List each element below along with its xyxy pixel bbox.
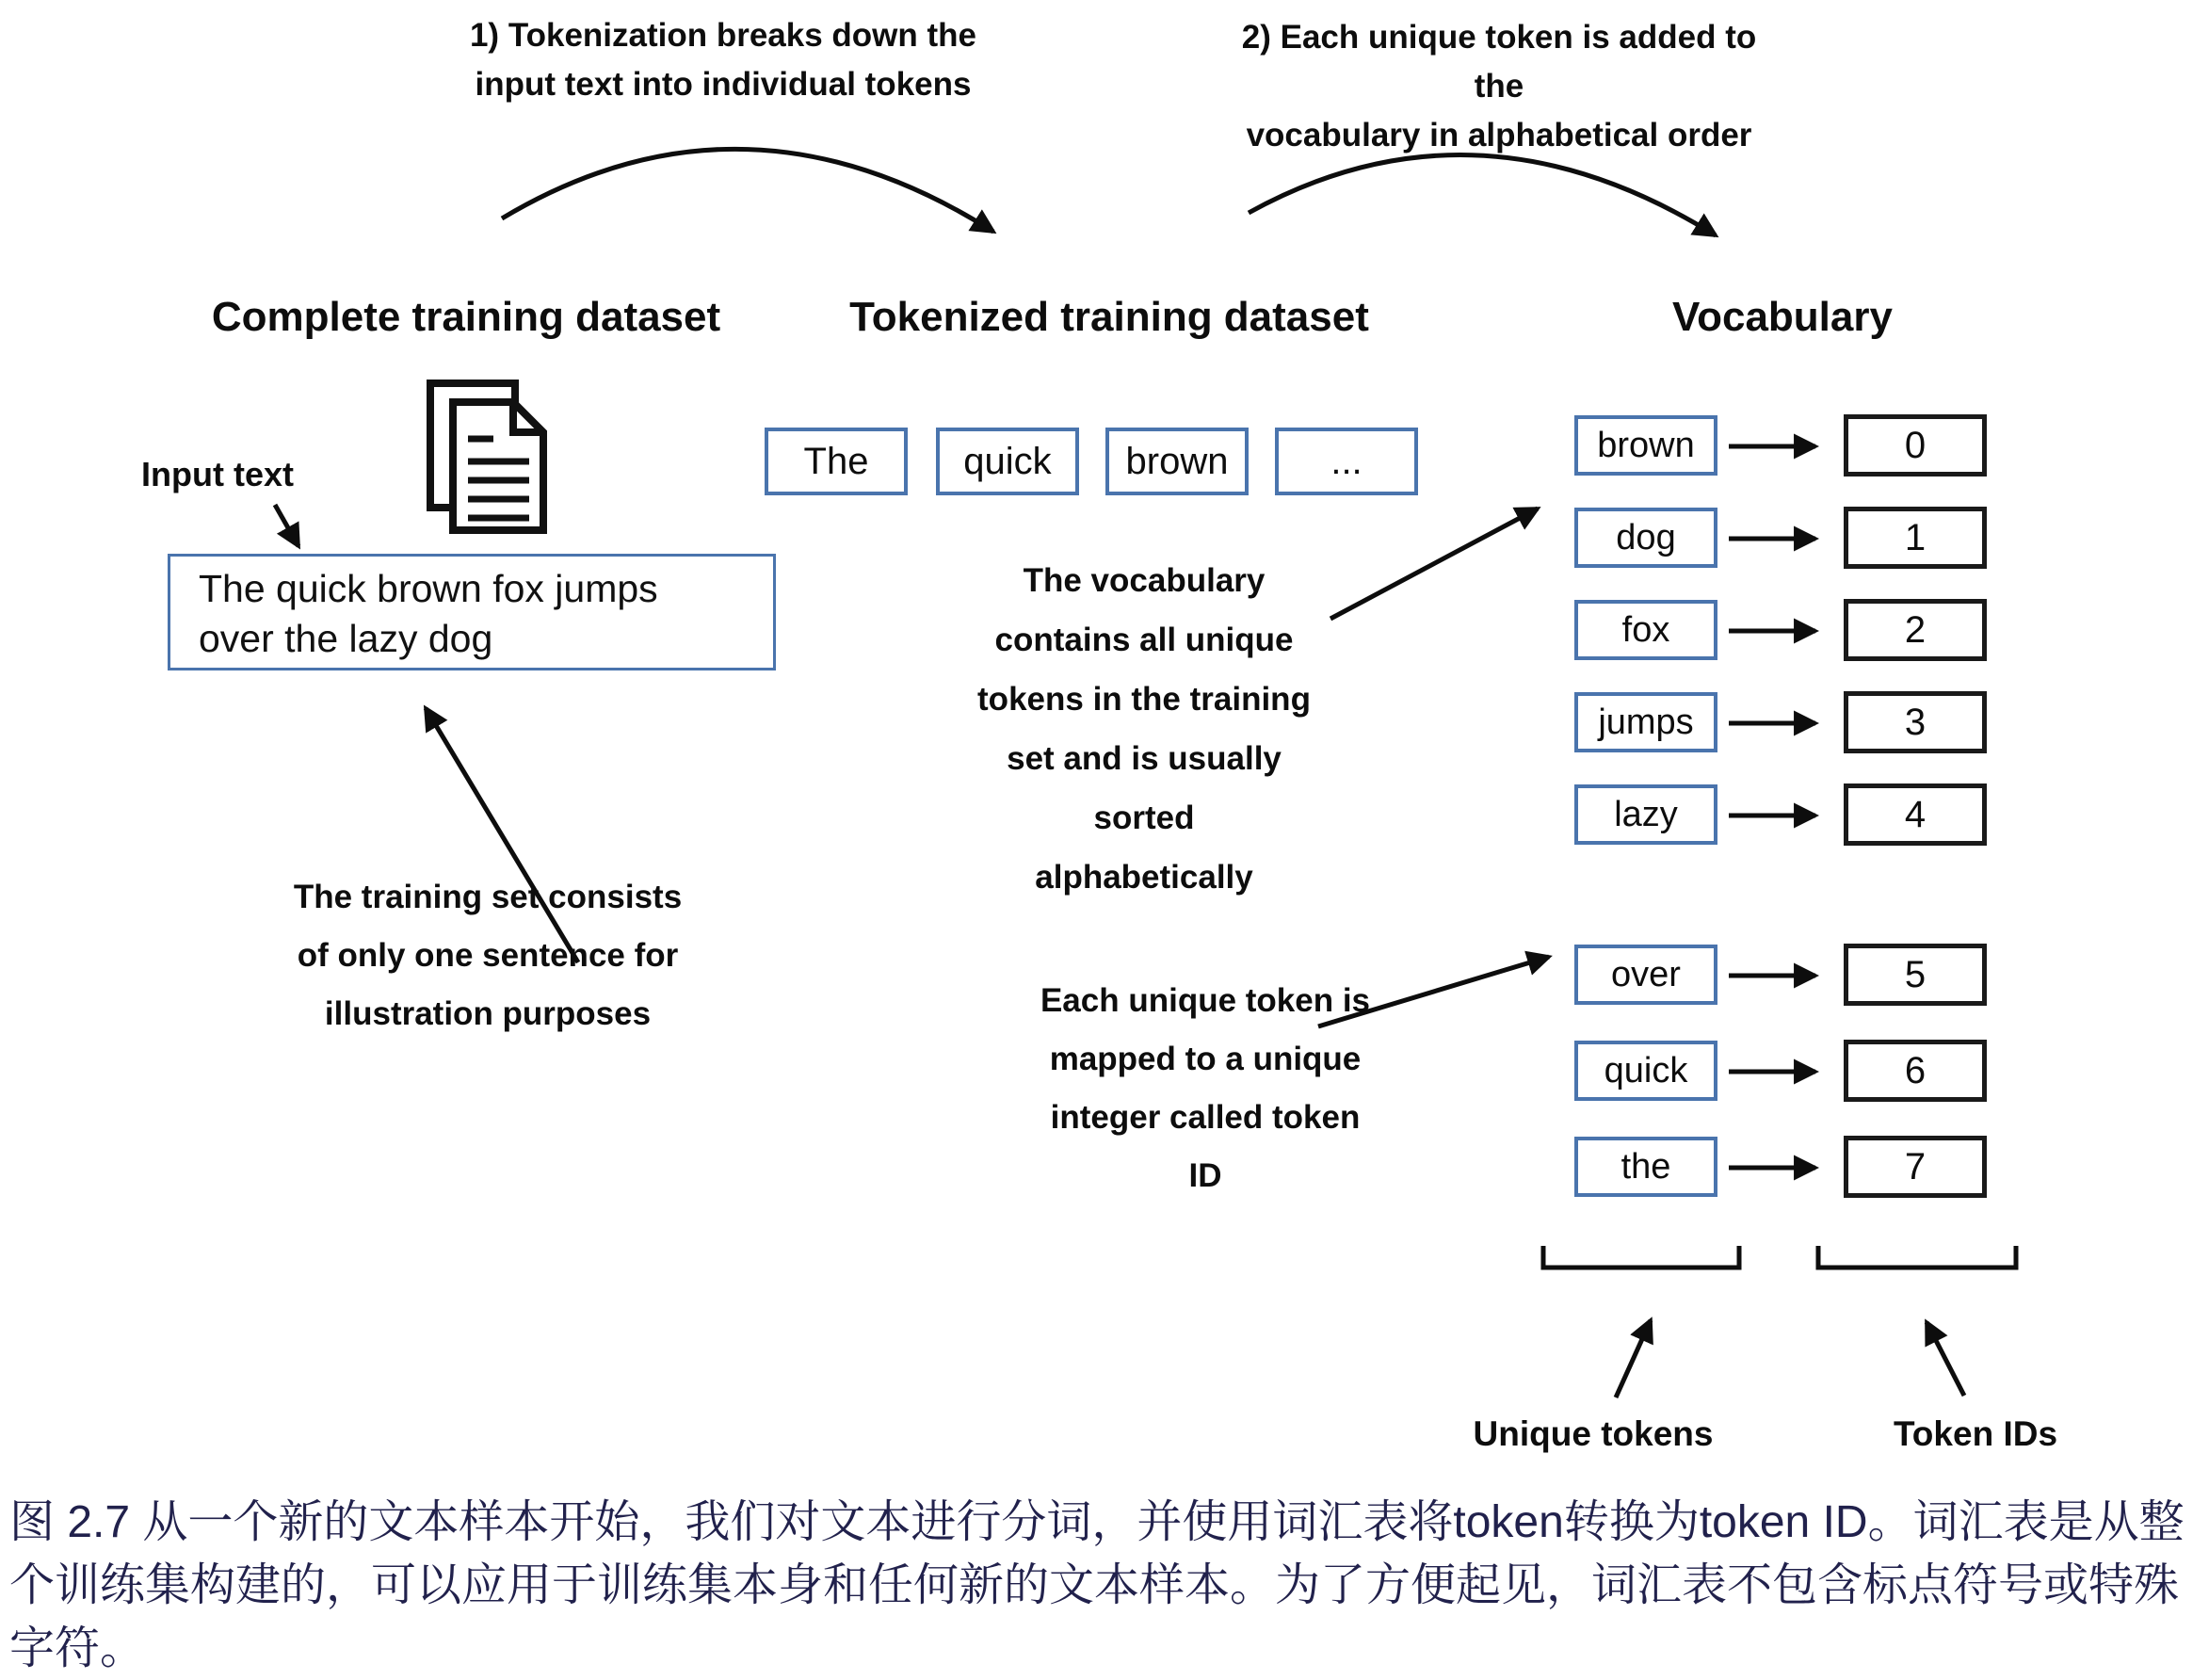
vocab-token-box: jumps — [1574, 692, 1717, 752]
caption-line3: 字符。 — [9, 1623, 146, 1673]
vocab-token-box: quick — [1574, 1041, 1717, 1101]
tokenization-curve-arrow — [502, 149, 993, 232]
token-id-box: 1 — [1844, 507, 1987, 569]
header-tokenized-training-dataset: Tokenized training dataset — [849, 294, 1369, 340]
vocab-note-line3: tokens in the training — [977, 681, 1311, 718]
token-id-box: 4 — [1844, 783, 1987, 846]
token-chip: quick — [936, 428, 1079, 495]
step1-note-line1: 1) Tokenization breaks down the — [469, 17, 977, 54]
header-vocabulary: Vocabulary — [1672, 294, 1893, 340]
training-note — [205, 868, 770, 1043]
vocab-token-box: lazy — [1574, 784, 1717, 845]
vocab-token-box: the — [1574, 1137, 1717, 1197]
unique-tokens-label: Unique tokens — [1473, 1414, 1714, 1453]
token-ids-bracket — [1818, 1246, 2016, 1268]
document-pages-icon — [426, 379, 550, 537]
unique-tokens-arrow — [1616, 1320, 1651, 1397]
input-text-line2: over the lazy dog — [199, 617, 493, 660]
step2-note-line2: vocabulary in alphabetical order — [1246, 117, 1752, 153]
mapping-note-line3: integer called token — [1050, 1099, 1361, 1136]
mapping-note-line2: mapped to a unique — [1049, 1041, 1362, 1077]
vocab-note — [862, 551, 1427, 907]
token-id-box: 2 — [1844, 599, 1987, 661]
mapping-note-line1: Each unique token is — [1040, 982, 1371, 1019]
training-note-line1: The training set consists — [293, 879, 683, 915]
figure-caption — [9, 1491, 2203, 1680]
step1-note-line2: input text into individual tokens — [475, 66, 972, 103]
token-chip: The — [765, 428, 908, 495]
token-id-box: 3 — [1844, 691, 1987, 753]
token-chip: brown — [1105, 428, 1249, 495]
vocab-note-line4: set and is usually — [1007, 740, 1282, 777]
token-id-box: 7 — [1844, 1136, 1987, 1198]
input-text-label: Input text — [141, 455, 294, 493]
token-ids-arrow — [1927, 1322, 1964, 1396]
vocab-token-box: fox — [1574, 600, 1717, 660]
vocab-token-box: dog — [1574, 508, 1717, 568]
vocab-note-line5: sorted — [1093, 800, 1195, 836]
caption-line1: 图 2.7 从一个新的文本样本开始，我们对文本进行分词，并使用词汇表将token转换为token ID。词汇表是从整 — [9, 1497, 2185, 1547]
step2-note — [1217, 13, 1782, 160]
token-to-id-arrows — [1729, 446, 1815, 1168]
input-label-arrow — [275, 505, 298, 546]
token-ids-label: Token IDs — [1893, 1414, 2058, 1453]
token-id-box: 5 — [1844, 944, 1987, 1006]
vocab-note-line1: The vocabulary — [1023, 562, 1266, 599]
vocab-note-line2: contains all unique — [994, 622, 1294, 658]
token-chip: ... — [1275, 428, 1418, 495]
input-text-line1: The quick brown fox jumps — [199, 567, 658, 610]
training-note-line3: illustration purposes — [324, 995, 652, 1032]
input-text-box — [168, 554, 776, 670]
header-complete-training-dataset: Complete training dataset — [211, 294, 721, 340]
token-id-box: 6 — [1844, 1040, 1987, 1102]
token-id-box: 0 — [1844, 414, 1987, 477]
mapping-note-line4: ID — [1188, 1157, 1222, 1194]
step1-note — [441, 11, 1006, 109]
vocab-note-line6: alphabetically — [1035, 859, 1253, 896]
training-note-line2: of only one sentence for — [297, 937, 679, 974]
mapping-note — [923, 972, 1488, 1205]
step2-note-line1: 2) Each unique token is added to the — [1241, 19, 1757, 105]
vocabulary-curve-arrow — [1249, 155, 1716, 235]
vocab-token-box: over — [1574, 945, 1717, 1005]
unique-tokens-bracket — [1543, 1246, 1739, 1268]
caption-line2: 个训练集构建的，可以应用于训练集本身和任何新的文本样本。为了方便起见，词汇表不包含标点符号或特殊 — [9, 1560, 2180, 1610]
vocab-token-box: brown — [1574, 415, 1717, 476]
